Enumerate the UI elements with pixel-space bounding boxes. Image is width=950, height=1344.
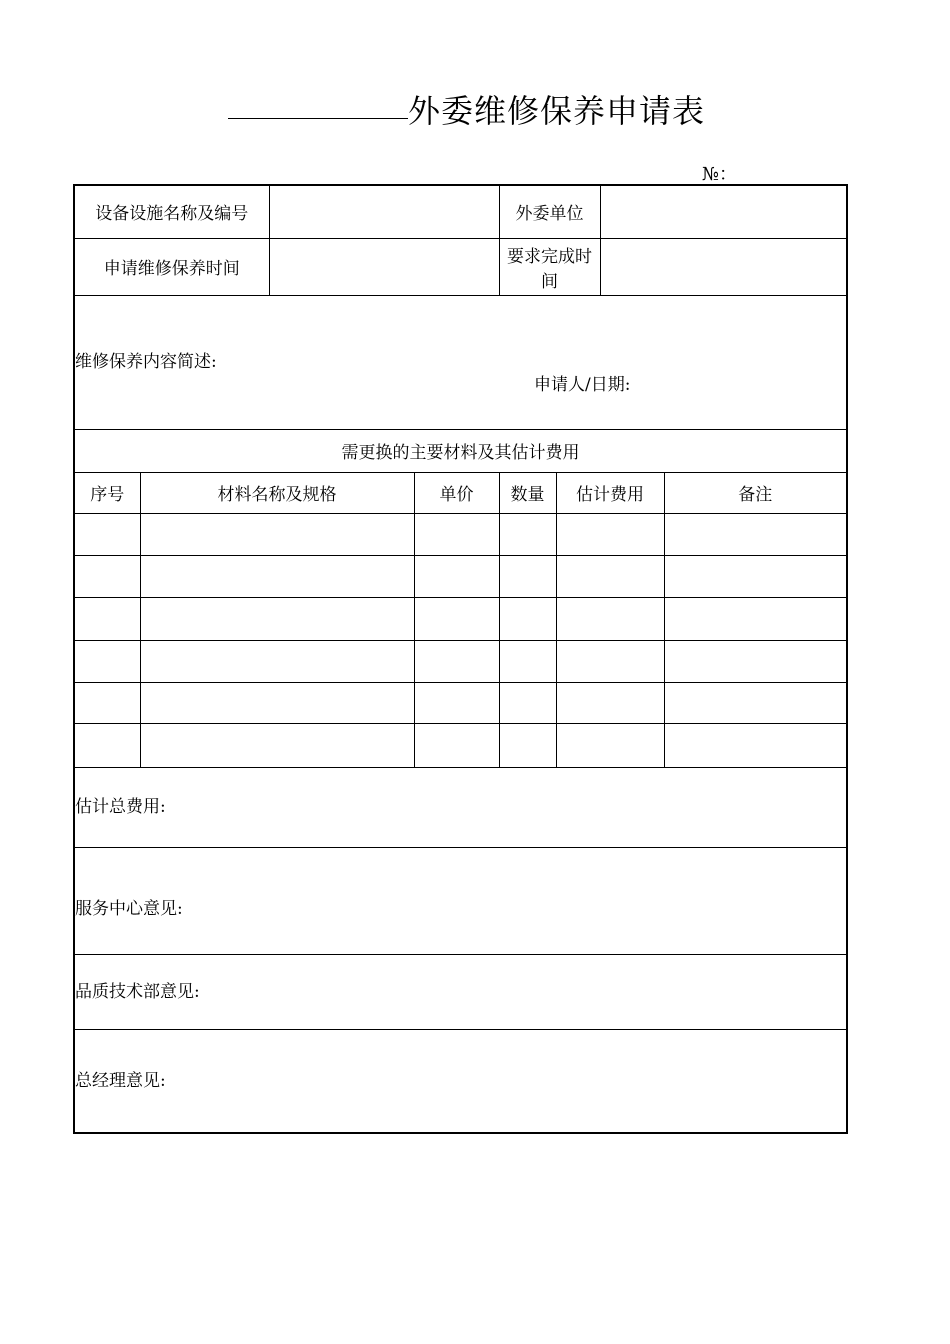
serial-cell[interactable] (74, 513, 140, 555)
gm-opinion-label: 总经理意见: (75, 1070, 166, 1091)
header-quantity: 数量 (499, 472, 556, 513)
remarks-cell[interactable] (664, 682, 847, 723)
price-cell[interactable] (414, 597, 499, 640)
header-unit-price: 单价 (414, 472, 499, 513)
cost-cell[interactable] (556, 597, 664, 640)
total-cost-cell[interactable] (74, 767, 847, 847)
table-row (74, 513, 847, 555)
cost-cell[interactable] (556, 513, 664, 555)
applicant-date-label: 申请人/日期: (534, 375, 631, 395)
table-row (74, 555, 847, 597)
vendor-field[interactable] (600, 185, 847, 238)
equipment-field[interactable] (269, 185, 499, 238)
remarks-cell[interactable] (664, 640, 847, 682)
remarks-cell[interactable] (664, 555, 847, 597)
remarks-cell[interactable] (664, 723, 847, 767)
cost-cell[interactable] (556, 640, 664, 682)
quantity-cell[interactable] (499, 597, 556, 640)
content-description-label: 维修保养内容简述: (75, 352, 217, 372)
serial-cell[interactable] (74, 597, 140, 640)
material-cell[interactable] (140, 513, 414, 555)
table-row (74, 640, 847, 682)
price-cell[interactable] (414, 555, 499, 597)
material-cell[interactable] (140, 555, 414, 597)
material-cell[interactable] (140, 640, 414, 682)
cost-cell[interactable] (556, 555, 664, 597)
remarks-cell[interactable] (664, 597, 847, 640)
materials-section-title: 需更换的主要材料及其估计费用 (74, 429, 847, 472)
quantity-cell[interactable] (499, 723, 556, 767)
quantity-cell[interactable] (499, 513, 556, 555)
service-opinion-label: 服务中心意见: (75, 899, 183, 919)
quantity-cell[interactable] (499, 682, 556, 723)
vendor-label: 外委单位 (499, 185, 600, 238)
cost-cell[interactable] (556, 723, 664, 767)
cost-cell[interactable] (556, 682, 664, 723)
gm-opinion-cell[interactable] (74, 1029, 847, 1133)
material-cell[interactable] (140, 723, 414, 767)
service-opinion-cell[interactable] (74, 847, 847, 954)
quantity-cell[interactable] (499, 555, 556, 597)
quality-opinion-cell[interactable] (74, 954, 847, 1029)
finish-time-field[interactable] (600, 238, 847, 295)
quality-opinion-label: 品质技术部意见: (75, 981, 200, 1002)
total-cost-label: 估计总费用: (75, 797, 166, 817)
application-form-table (73, 184, 848, 1134)
content-description-cell[interactable] (74, 295, 847, 429)
header-material-name: 材料名称及规格 (140, 472, 414, 513)
apply-time-label: 申请维修保养时间 (74, 238, 269, 295)
quantity-cell[interactable] (499, 640, 556, 682)
equipment-label: 设备设施名称及编号 (74, 185, 269, 238)
header-remarks: 备注 (664, 472, 847, 513)
page-title: 外委维修保养申请表 (408, 92, 706, 130)
price-cell[interactable] (414, 640, 499, 682)
form-number-label: №： (702, 164, 738, 185)
price-cell[interactable] (414, 513, 499, 555)
table-row (74, 682, 847, 723)
serial-cell[interactable] (74, 723, 140, 767)
header-serial: 序号 (74, 472, 140, 513)
serial-cell[interactable] (74, 682, 140, 723)
header-estimated-cost: 估计费用 (556, 472, 664, 513)
finish-time-label: 要求完成时间 (499, 238, 600, 295)
material-cell[interactable] (140, 597, 414, 640)
serial-cell[interactable] (74, 640, 140, 682)
price-cell[interactable] (414, 723, 499, 767)
price-cell[interactable] (414, 682, 499, 723)
apply-time-field[interactable] (269, 238, 499, 295)
title-underline (228, 118, 408, 119)
table-row (74, 597, 847, 640)
serial-cell[interactable] (74, 555, 140, 597)
table-row (74, 723, 847, 767)
remarks-cell[interactable] (664, 513, 847, 555)
material-cell[interactable] (140, 682, 414, 723)
